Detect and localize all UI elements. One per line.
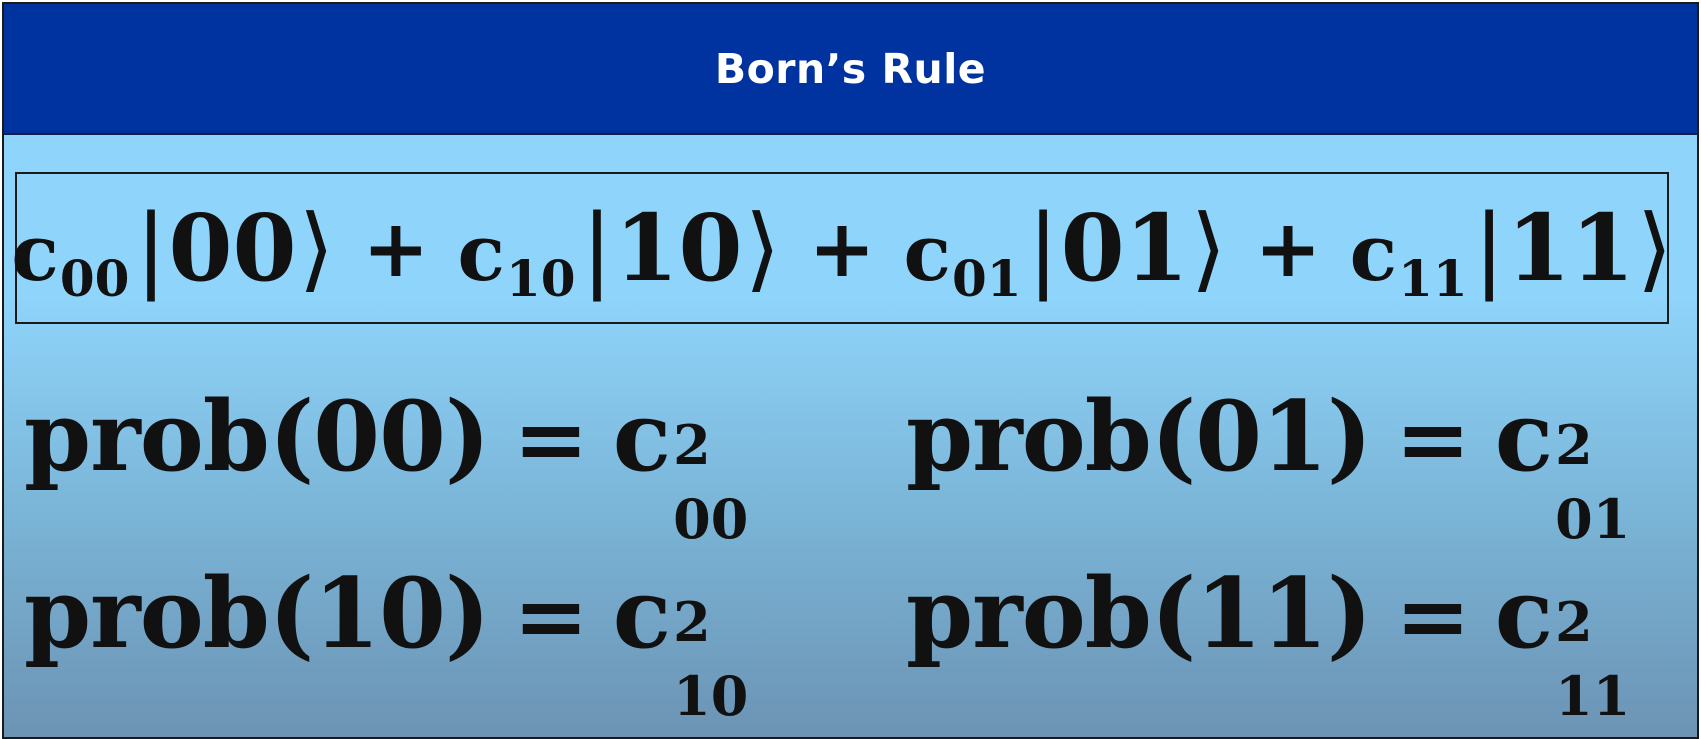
coefficient-subscript: 01 <box>952 249 1022 308</box>
state-term <box>11 194 335 308</box>
script-pair <box>673 590 749 728</box>
coefficient-subscript: 10 <box>505 249 576 308</box>
prob-label: prob(00) <box>24 380 490 493</box>
ket-bar: | <box>581 195 613 302</box>
plus-sign: + <box>362 201 430 295</box>
script-pair <box>1555 413 1631 551</box>
superscript: 2 <box>1555 413 1593 477</box>
equals-sign: = <box>513 563 589 669</box>
prob-label: prob(11) <box>906 557 1372 670</box>
prob-label: prob(01) <box>906 380 1372 493</box>
coefficient-subscript: 11 <box>1398 249 1468 308</box>
state-term <box>903 194 1227 308</box>
ket-bar: | <box>1027 195 1059 302</box>
title-bar <box>4 4 1697 135</box>
coefficient: c <box>11 208 59 299</box>
subscript: 00 <box>673 487 749 551</box>
subscript: 11 <box>1555 664 1631 728</box>
script-pair <box>1555 590 1631 728</box>
script-pair <box>673 413 749 551</box>
superscript: 2 <box>673 590 711 654</box>
state-term <box>457 194 781 308</box>
subscript: 10 <box>673 664 749 728</box>
ket-value: 01 <box>1060 194 1189 302</box>
probability-equation-11 <box>906 557 1631 728</box>
probability-equation-10 <box>24 557 749 728</box>
coefficient: c <box>612 380 672 493</box>
superscript: 2 <box>673 413 711 477</box>
ket-angle: ⟩ <box>1636 195 1673 302</box>
probability-equation-00 <box>24 380 749 551</box>
plus-sign: + <box>1254 201 1322 295</box>
equals-sign: = <box>1395 386 1471 492</box>
coefficient-subscript: 00 <box>59 249 130 308</box>
coefficient: c <box>1349 208 1398 299</box>
ket-bar: | <box>1473 195 1505 302</box>
ket-value: 10 <box>614 194 743 302</box>
subscript: 01 <box>1555 487 1631 551</box>
equals-sign: = <box>513 386 589 492</box>
coefficient: c <box>612 557 672 670</box>
slide <box>2 2 1699 739</box>
state-term <box>1349 194 1673 308</box>
ket-angle: ⟩ <box>744 195 781 302</box>
coefficient: c <box>1494 380 1554 493</box>
ket-value: 11 <box>1506 194 1635 302</box>
coefficient: c <box>1494 557 1554 670</box>
slide-title: Born’s Rule <box>714 44 987 93</box>
equals-sign: = <box>1395 563 1471 669</box>
ket-value: 00 <box>168 194 297 302</box>
superposition-state-box <box>11 172 1673 324</box>
plus-sign: + <box>808 201 876 295</box>
ket-bar: | <box>135 195 167 302</box>
superscript: 2 <box>1555 590 1593 654</box>
probability-equation-01 <box>906 380 1631 551</box>
prob-label: prob(10) <box>24 557 490 670</box>
coefficient: c <box>457 208 505 299</box>
ket-angle: ⟩ <box>1190 195 1227 302</box>
coefficient: c <box>903 208 952 299</box>
ket-angle: ⟩ <box>298 195 335 302</box>
